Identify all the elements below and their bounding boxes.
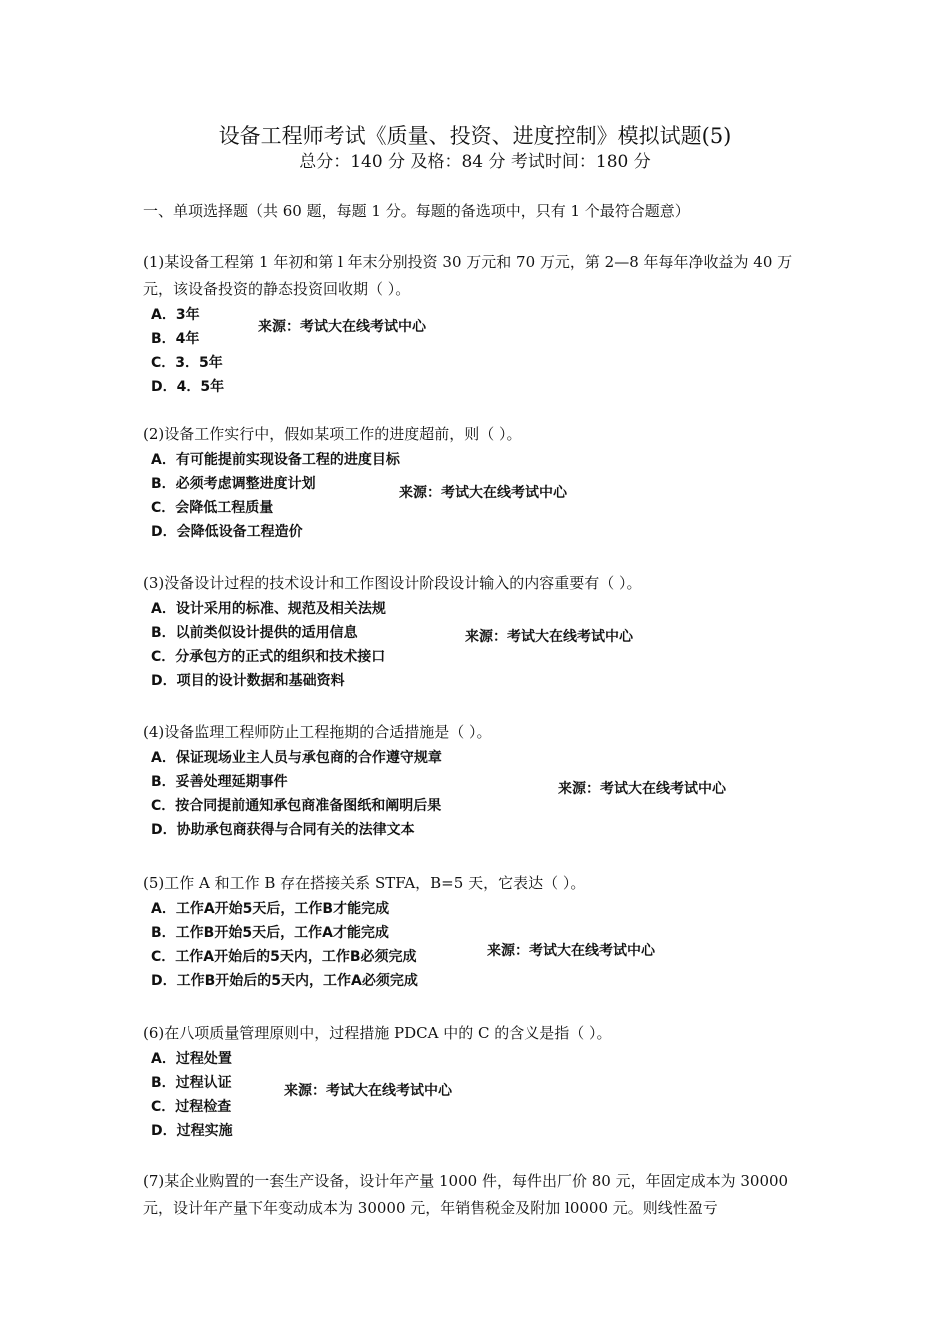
option-a: A．有可能提前实现设备工程的进度目标 (151, 452, 400, 468)
option-list (143, 303, 813, 399)
option-list (143, 897, 813, 993)
option-c: C．工作A开始后的5天内，工作B必须完成 (151, 949, 417, 965)
option-c: C．按合同提前通知承包商准备图纸和阐明后果 (151, 798, 442, 814)
question-stem: (4)设备监理工程师防止工程拖期的合适措施是（ ）。 (143, 723, 492, 741)
option-b: B．4年 (151, 331, 200, 347)
option-d: D．协助承包商获得与合同有关的法律文本 (151, 822, 415, 838)
section-heading: 一、单项选择题（共 60 题，每题 1 分。每题的备选项中，只有 1 个最符合题意） (143, 202, 690, 220)
option-b: B．工作B开始5天后，工作A才能完成 (151, 925, 389, 941)
source-label: 来源：考试大在线考试中心 (399, 485, 567, 501)
option-a: A．3年 (151, 307, 200, 323)
option-list (143, 1047, 813, 1143)
question-stem: (1)某设备工程第 1 年初和第 l 年末分别投资 30 万元和 70 万元，第 2—8 年每年净收益为 40 万元，该设备投资的静态投资回收期（ ）。 (143, 253, 793, 298)
question-stem: (6)在八项质量管理原则中，过程措施 PDCA 中的 C 的含义是指（ ）。 (143, 1024, 612, 1042)
option-c: C．过程检查 (151, 1099, 232, 1115)
question-6 (143, 1020, 813, 1143)
option-d: D．4．5年 (151, 379, 225, 395)
option-d: D．会降低设备工程造价 (151, 524, 303, 540)
option-d: D．工作B开始后的5天内，工作A必须完成 (151, 973, 418, 989)
option-b: B．妥善处理延期事件 (151, 774, 288, 790)
option-c: C．3．5年 (151, 355, 223, 371)
question-stem: (3)没备设计过程的技术设计和工作图设计阶段设计输入的内容重要有（ ）。 (143, 574, 642, 592)
source-label: 来源：考试大在线考试中心 (558, 781, 726, 797)
exam-meta: 总分：140 分 及格：84 分 考试时间：180 分 (299, 152, 651, 172)
source-label: 来源：考试大在线考试中心 (465, 629, 633, 645)
option-a: A．保证现场业主人员与承包商的合作遵守规章 (151, 750, 442, 766)
source-label: 来源：考试大在线考试中心 (487, 943, 655, 959)
option-a: A．设计采用的标准、规范及相关法规 (151, 601, 386, 617)
source-label: 来源：考试大在线考试中心 (258, 319, 426, 335)
option-d: D．项目的设计数据和基础资料 (151, 673, 345, 689)
question-5 (143, 870, 813, 993)
question-7 (143, 1168, 813, 1222)
question-stem: (5)工作 A 和工作 B 存在搭接关系 STFA，B=5 天，它表达（ ）。 (143, 874, 586, 892)
option-d: D．过程实施 (151, 1123, 233, 1139)
option-b: B．必须考虑调整进度计划 (151, 476, 316, 492)
option-b: B．以前类似设计提供的适用信息 (151, 625, 358, 641)
page-title: 设备工程师考试《质量、投资、进度控制》模拟试题(5) (218, 124, 732, 148)
question-1 (143, 249, 813, 399)
question-stem: (7)某企业购置的一套生产设备，设计年产量 1000 件，每件出厂价 80 元，年固定成本为 30000 元，设计年产量下年变动成本为 30000 元，年销售税金及附加 l0000 元。则线性盈亏 (143, 1172, 789, 1217)
option-b: B．过程认证 (151, 1075, 232, 1091)
option-c: C．分承包方的正式的组织和技术接口 (151, 649, 386, 665)
option-a: A．过程处置 (151, 1051, 232, 1067)
source-label: 来源：考试大在线考试中心 (284, 1083, 452, 1099)
option-c: C．会降低工程质量 (151, 500, 274, 516)
option-a: A．工作A开始5天后，工作B才能完成 (151, 901, 390, 917)
question-stem: (2)设备工作实行中，假如某项工作的进度超前，则（ ）。 (143, 425, 522, 443)
